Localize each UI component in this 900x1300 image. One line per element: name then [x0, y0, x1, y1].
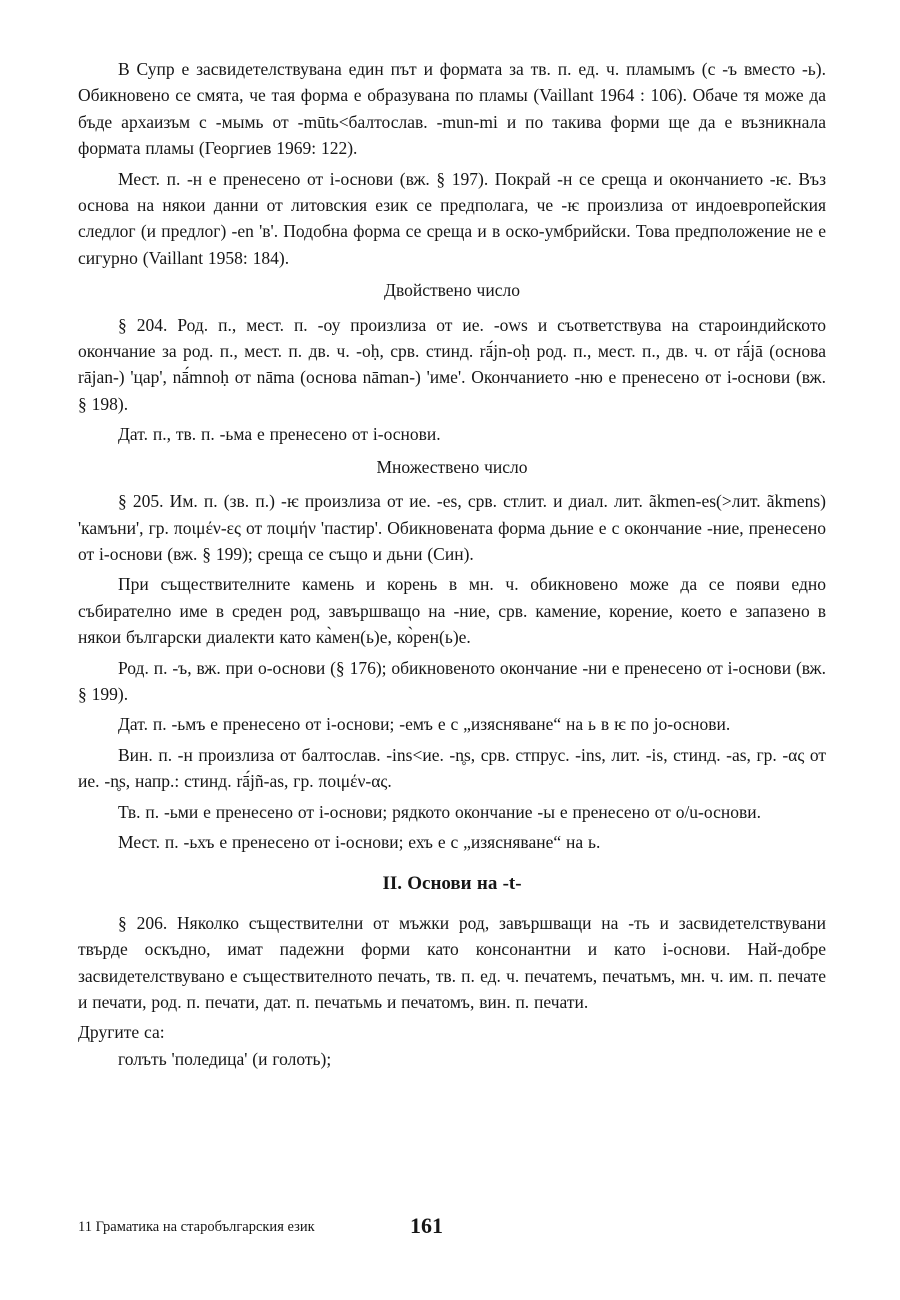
- section-heading: II. Основи на -t-: [382, 873, 522, 895]
- footer-signature: 11 Граматика на старобългарския език: [78, 1219, 315, 1235]
- paragraph: Род. п. -ъ, вж. при o-основи (§ 176); обикновеното окончание -ни е пренесено от i-основи (вж. § 199).: [78, 657, 826, 704]
- paragraph: Вин. п. -н произлиза от балтослав. -ins<ие. -n̥s, срв. стпрус. -ins, лит. -is, стинд. -as, гр. -ας от ие. -n̥s, напр.: стинд. rā́jñ-as, гр. ποιμέν-ας.: [78, 744, 826, 792]
- paragraph: Дат. п. -ьмъ е пренесено от i-основи; -емъ е с „изясняване“ на ь в ѥ по jo-основи.: [118, 714, 731, 735]
- paragraph: Дат. п., тв. п. -ьма е пренесено от i-основи.: [118, 424, 441, 445]
- heading-dual-number: Двойствено число: [384, 280, 520, 301]
- paragraph: § 205. Им. п. (зв. п.) -ѥ произлиза от ие. -es, срв. стлит. и диал. лит. ãkmen-es(>лит. ãkmens) 'камъни', гр. ποιμέν-ες от ποιμήν 'пастир'. Обикновената форма дьние е с окончание -ние, пренесено от i-основи (вж. § 199); среща се също и дьни (Син).: [78, 491, 826, 564]
- paragraph: Мест. п. -н е пренесено от i-основи (вж. § 197). Покрай -н се среща и окончанието -ѥ. Въз основа на някои данни от литовския език се предполага, че -ѥ произлиза от индоевропейския следлог (и предлог) -en 'в'. Подобна форма се среща и в оско-умбрийски. Това предположение не е сигурно (Vaillant 1958: 184).: [78, 168, 826, 268]
- list-item: голъть 'поледица' (и голоть);: [118, 1048, 332, 1069]
- paragraph: § 206. Няколко съществителни от мъжки род, завършващи на -ть и засвидетелствувани твърде оскъдно, имат падежни форми като консонантни и като i-основи. Най-добре засвидетелствувано е съществителното печать, тв. п. ед. ч. печатемъ, печатьмъ, мн. ч. им. п. печате и печати, род. п. печати, дат. п. печатьмь и печатомъ, вин. п. печати.: [78, 912, 826, 1012]
- page-number: 161: [410, 1213, 443, 1238]
- paragraph: При съществителните камень и корень в мн. ч. обикновено може да се появи едно събирателно име в среден род, завършващо на -ние, срв. камение, корение, което е запазено в някои български диалекти като ка̀мен(ь)е, ко̀рен(ь)е.: [78, 574, 826, 648]
- paragraph: Мест. п. -ьхъ е пренесено от i-основи; ехъ е с „изясняване“ на ь.: [118, 831, 601, 852]
- paragraph: Тв. п. -ьми е пренесено от i-основи; рядкото окончание -ы е пренесено от o/u-основи.: [118, 801, 761, 822]
- body-text: [78, 56, 826, 1072]
- paragraph: § 204. Род. п., мест. п. -оу произлиза от ие. -ows и съответствува на староиндийското окончание за род. п., мест. п. дв. ч. -oḥ, срв. стинд. rā́jn-oḥ род. п., мест. п., дв. ч. от rā́jā (основа rājan-) 'цар', nā́mnoḥ от nāma (основа nāman-) 'име'. Окончанието -ню е пренесено от i-основи (вж. § 198).: [78, 314, 826, 414]
- heading-plural-number: Множествено число: [376, 456, 528, 477]
- page-footer: [78, 1213, 826, 1243]
- others-line: Другите са:: [78, 1022, 165, 1043]
- paragraph: В Супр е засвидетелствувана един път и формата за тв. п. ед. ч. пламымъ (с -ъ вместо -ь). Обикновено се смята, че тая форма е образувана по пламы (Vaillant 1964 : 106). Обаче тя може да бъде архаизъм с -мымь от -mūtь<балтослав. -mun-mi и по такива форми ще да е възникнала формата пламы (Георгиев 1969: 122).: [78, 59, 826, 159]
